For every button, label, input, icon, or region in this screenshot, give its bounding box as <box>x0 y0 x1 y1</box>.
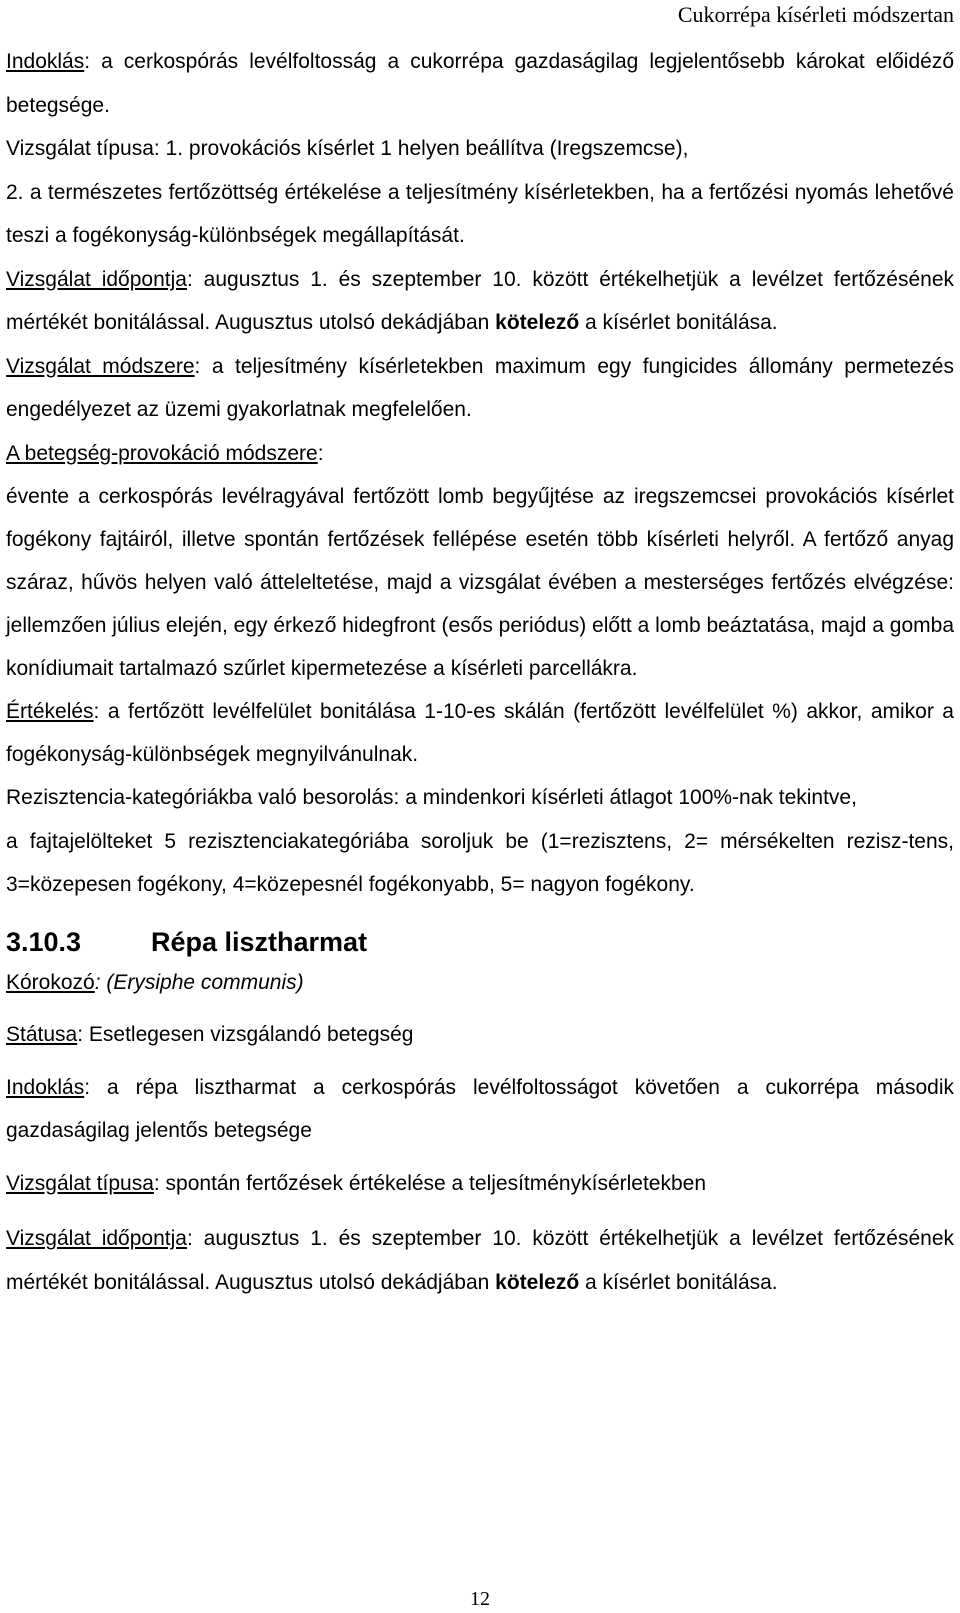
tipus2-label: Vizsgálat típusa <box>6 1171 154 1195</box>
tipus-line-2: 2. a természetes fertőzöttség értékelése a teljesítmény kísérletekben, ha a fertőzési nyomás lehetővé teszi a fogékonyság-különbségek megállapítását. <box>6 180 954 247</box>
modszere-label: Vizsgálat módszere <box>6 354 195 378</box>
ertekeles-text: : a fertőzött levélfelület bonitálása 1-10-es skálán (fertőzött levélfelület %) akkor, amikor a fogékonyság-különbségek megnyilvánulnak. <box>6 700 954 766</box>
kategoriak-paragraph: a fajtajelölteket 5 rezisztenciakategóriába soroljuk be (1=rezisztens, 2= mérsékelten rezisz-tens, 3=közepesen fogékony, 4=közepesnél fogékonyabb, 5= nagyon fogékony. <box>6 829 954 896</box>
indoklas-paragraph <box>6 40 954 127</box>
korokozo-paragraph <box>6 961 954 1005</box>
idopont2-label: Vizsgálat időpontja <box>6 1227 187 1250</box>
tipus2-text: : spontán fertőzések értékelése a teljesítménykísérletekben <box>153 1171 707 1195</box>
document-body <box>6 40 954 1304</box>
section-heading <box>6 927 954 957</box>
idopont-paragraph <box>6 258 954 345</box>
statusa-paragraph <box>6 1013 954 1057</box>
idopont2-paragraph <box>6 1217 954 1304</box>
modszere-text: : a teljesítmény kísérletekben maximum egy fungicides állomány permetezés engedélyezet az üzemi gyakorlatnak megfelelően. <box>6 354 954 421</box>
provokacio-colon: : <box>317 441 324 465</box>
korokozo-text: : (Erysiphe communis) <box>94 970 304 994</box>
idopont2-text: : augusztus 1. és szeptember 10. között értékelhetjük a levélzet fertőzésének mértékét bonitálással. Augusztus utolsó dekádjában <box>6 1227 955 1294</box>
statusa-text: : Esetlegesen vizsgálandó betegség <box>77 1023 414 1046</box>
idopont-end: a kísérlet bonitálása. <box>579 311 778 334</box>
provokacio-heading <box>6 432 954 476</box>
running-header: Cukorrépa kísérleti módszertan <box>677 2 954 27</box>
section-title: Répa lisztharmat <box>151 926 368 957</box>
idopont2-end: a kísérlet bonitálása. <box>579 1270 778 1294</box>
indoklas-text: : a cerkospórás levélfoltosság a cukorrépa gazdaságilag legjelentősebb károkat előidéző betegsége. <box>6 50 954 117</box>
section-number: 3.10.3 <box>6 926 82 957</box>
page-number: 12 <box>470 1588 490 1610</box>
tipus2-paragraph <box>6 1162 954 1206</box>
statusa-label: Státusa <box>6 1023 78 1046</box>
provokacio-paragraph: évente a cerkospórás levélragyával fertőzött lomb begyűjtése az iregszemcsei provokációs kísérlet fogékony fajtáiról, illetve spontán fertőzések fellépése esetén több kísérleti helyről. A fertőző anyag száraz, hűvös helyen való átteleltetése, majd a vizsgálat évében a mesterséges fertőzés elvégzése: jellemzően július elején, egy érkező hidegfront (esős periódus) előtt a lomb beáztatása, majd a gomba konídiumait tartalmazó szűrlet kipermetezése a kísérleti parcellákra. <box>6 485 954 680</box>
ertekeles-label: Értékelés <box>6 700 94 723</box>
idopont-text: : augusztus 1. és szeptember 10. között értékelhetjük a levélzet fertőzésének mértékét bonitálással. Augusztus utolsó dekádjában <box>6 267 955 334</box>
rezisztencia-paragraph: Rezisztencia-kategóriákba való besorolás: a mindenkori kísérleti átlagot 100%-nak tekintve, <box>6 786 857 809</box>
provokacio-label: A betegség-provokáció módszere <box>6 441 318 465</box>
indoklas2-label: Indoklás <box>6 1075 85 1099</box>
modszere-paragraph <box>6 345 954 432</box>
indoklas-label: Indoklás <box>6 50 85 73</box>
korokozo-label: Kórokozó <box>6 970 95 994</box>
ertekeles-paragraph <box>6 690 954 776</box>
tipus-line-1: Vizsgálat típusa: 1. provokációs kísérlet 1 helyen beállítva (Iregszemcse), <box>6 137 689 160</box>
idopont-bold: kötelező <box>495 311 580 334</box>
indoklas2-paragraph <box>6 1066 954 1153</box>
idopont-label: Vizsgálat időpontja <box>6 267 187 291</box>
indoklas2-text: : a répa lisztharmat a cerkospórás levélfoltosságot követően a cukorrépa második gazdaságilag jelentős betegsége <box>6 1075 954 1142</box>
idopont2-bold: kötelező <box>495 1270 580 1294</box>
